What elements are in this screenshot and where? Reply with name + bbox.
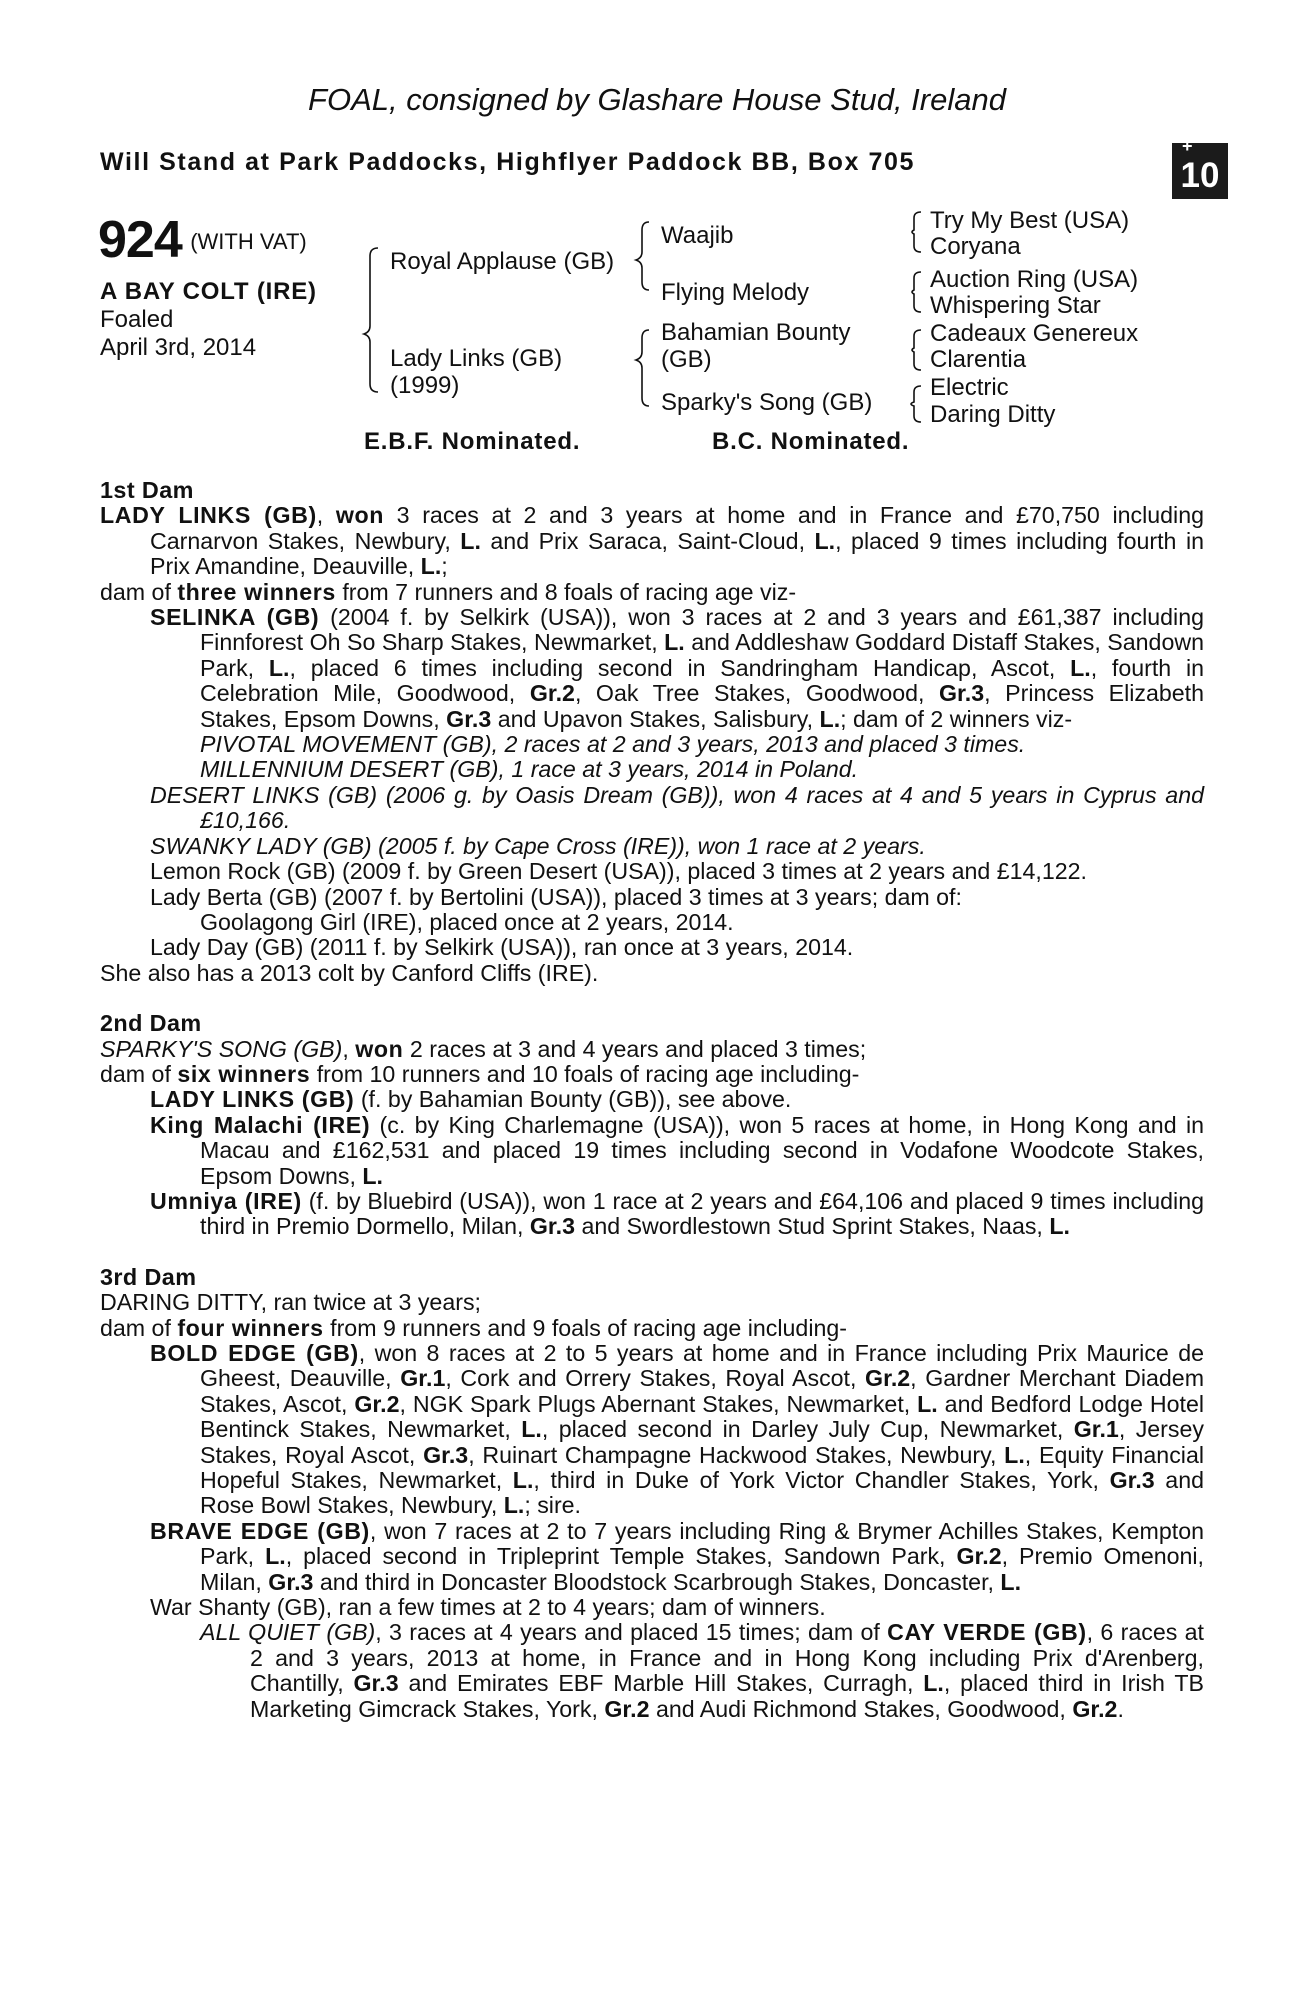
dam-sire-line2: (GB) bbox=[661, 346, 712, 373]
produce-war-shanty: War Shanty (GB), ran a few times at 2 to 4 years; dam of winners. bbox=[150, 1594, 826, 1621]
bracket-sire bbox=[636, 222, 649, 290]
sire-sire: Waajib bbox=[661, 222, 734, 249]
g3-5: Cadeaux Genereux bbox=[930, 320, 1139, 347]
second-dam-heading: 2nd Dam bbox=[100, 1010, 202, 1037]
bc-nominated: B.C. Nominated. bbox=[712, 428, 910, 455]
first-dam-produce: dam of three winners from 7 runners and 8 foals of racing age viz- bbox=[100, 578, 797, 605]
second-dam-record: SPARKY'S SONG (GB), won 2 races at 3 and 4 years and placed 3 times; bbox=[100, 1035, 867, 1062]
third-dam-heading: 3rd Dam bbox=[100, 1263, 197, 1290]
lot-number: 924 bbox=[98, 211, 182, 269]
sire-dam: Flying Melody bbox=[661, 279, 810, 306]
bracket-g4 bbox=[911, 386, 921, 422]
dam-name-line2: (1999) bbox=[390, 372, 460, 399]
stabling-line: Will Stand at Park Paddocks, Highflyer Paddock BB, Box 705 bbox=[100, 148, 916, 176]
g3-1: Try My Best (USA) bbox=[930, 207, 1130, 234]
pedigree-notes bbox=[100, 478, 1204, 1722]
g3-3: Auction Ring (USA) bbox=[930, 266, 1139, 293]
produce-brave-edge: BRAVE EDGE (GB), won 7 races at 2 to 7 years including Ring & Brymer Achilles Stakes, Kempton Park, L., placed second in Tripleprint Temple Stakes, Sandown Park, Gr.2, Premio Omenoni, Milan, Gr.3 and third in Doncaster Bloodstock Scarbrough Stakes, Doncaster, L. bbox=[150, 1517, 1205, 1595]
first-dam-record: LADY LINKS (GB), won 3 races at 2 and 3 years at home and in France and £70,750 including Carnarvon Stakes, Newbury, L. and Prix Saraca, Saint-Cloud, L., placed 9 times including fourth in Prix Amandine, Deauville, L.; bbox=[100, 502, 1204, 580]
produce-lemon-rock: Lemon Rock (GB) (2009 f. by Green Desert (USA)), placed 3 times at 2 years and £14,122. bbox=[150, 858, 1087, 885]
produce-selinka: SELINKA (GB) (2004 f. by Selkirk (USA)), won 3 races at 2 and 3 years and £61,387 including Finnforest Oh So Sharp Stakes, Newmarket, L. and Addleshaw Goddard Distaff Stakes, Sandown Park, L., placed 6 times including second in Sandringham Handicap, Ascot, L., fourth in Celebration Mile, Goodwood, Gr.2, Oak Tree Stakes, Goodwood, Gr.3, Princess Elizabeth Stakes, Epsom Downs, Gr.3 and Upavon Stakes, Salisbury, L.; dam of 2 winners viz- bbox=[150, 604, 1205, 732]
second-dam-produce: dam of six winners from 10 runners and 10 foals of racing age including- bbox=[100, 1060, 860, 1087]
produce-pivotal-movement: PIVOTAL MOVEMENT (GB), 2 races at 2 and 3 years, 2013 and placed 3 times. bbox=[200, 731, 1026, 758]
produce-goolagong-girl: Goolagong Girl (IRE), placed once at 2 years, 2014. bbox=[200, 908, 734, 935]
sire-name: Royal Applause (GB) bbox=[390, 248, 615, 275]
consignor-line: FOAL, consigned by Glashare House Stud, Ireland bbox=[308, 82, 1006, 117]
g3-4: Whispering Star bbox=[930, 292, 1101, 319]
dam-dam: Sparky's Song (GB) bbox=[661, 389, 873, 416]
bracket-main bbox=[364, 248, 378, 392]
g3-6: Clarentia bbox=[930, 346, 1027, 373]
section-gap bbox=[100, 986, 1204, 1011]
bracket-g1 bbox=[912, 212, 921, 252]
produce-lady-day: Lady Day (GB) (2011 f. by Selkirk (USA)), ran once at 3 years, 2014. bbox=[150, 934, 854, 961]
first-dam-heading: 1st Dam bbox=[100, 477, 194, 503]
bracket-g3 bbox=[912, 330, 921, 370]
badge-number: 10 bbox=[1180, 156, 1220, 195]
produce-all-quiet: ALL QUIET (GB), 3 races at 4 years and placed 15 times; dam of CAY VERDE (GB), 6 races at 2 and 3 years, 2013 at home, in France and in Hong Kong including Prix d'Arenberg, Chantilly, Gr.3 and Emirates EBF Marble Hill Stakes, Curragh, L., placed third in Irish TB Marketing Gimcrack Stakes, York, Gr.2 and Audi Richmond Stakes, Goodwood, Gr.2. bbox=[200, 1619, 1205, 1722]
produce-lady-berta: Lady Berta (GB) (2007 f. by Bertolini (USA)), placed 3 times at 3 years; dam of: bbox=[150, 883, 962, 910]
bracket-g2 bbox=[912, 272, 921, 312]
lot-name: A BAY COLT (IRE) bbox=[100, 278, 317, 305]
produce-bold-edge: BOLD EDGE (GB), won 8 races at 2 to 5 years at home and in France including Prix Maurice de Gheest, Deauville, Gr.1, Cork and Orrery Stakes, Royal Ascot, Gr.2, Gardner Merchant Diadem Stakes, Ascot, Gr.2, NGK Spark Plugs Abernant Stakes, Newmarket, L. and Bedford Lodge Hotel Bentinck Stakes, Newmarket, L., placed second in Darley July Cup, Newmarket, Gr.1, Jersey Stakes, Royal Ascot, Gr.3, Ruinart Champagne Hackwood Stakes, Newbury, L., Equity Financial Hopeful Stakes, Newmarket, L., third in Duke of York Victor Chandler Stakes, York, Gr.3 and Rose Bowl Stakes, Newbury, L.; sire. bbox=[150, 1340, 1205, 1519]
produce-lady-links: LADY LINKS (GB) (f. by Bahamian Bounty (GB)), see above. bbox=[150, 1086, 792, 1113]
produce-swanky-lady: SWANKY LADY (GB) (2005 f. by Cape Cross (IRE)), won 1 race at 2 years. bbox=[150, 832, 926, 859]
g3-7: Electric bbox=[930, 374, 1009, 401]
bracket-dam bbox=[636, 330, 649, 406]
g3-2: Coryana bbox=[930, 233, 1021, 260]
produce-desert-links: DESERT LINKS (GB) (2006 g. by Oasis Dream (GB)), won 4 races at 4 and 5 years in Cyprus and £10,166. bbox=[150, 781, 1204, 834]
third-dam-produce: dam of four winners from 9 runners and 9 foals of racing age including- bbox=[100, 1314, 847, 1341]
ebf-nominated: E.B.F. Nominated. bbox=[364, 428, 581, 455]
third-dam-record: DARING DITTY, ran twice at 3 years; bbox=[100, 1289, 481, 1316]
produce-king-malachi: King Malachi (IRE) (c. by King Charlemagne (USA)), won 5 races at home, in Hong Kong and in Macau and £162,531 and placed 19 times including second in Vodafone Woodcote Stakes, Epsom Downs, L. bbox=[150, 1111, 1204, 1189]
dam-sire-line1: Bahamian Bounty bbox=[661, 319, 851, 346]
produce-millennium-desert: MILLENNIUM DESERT (GB), 1 race at 3 years, 2014 in Poland. bbox=[200, 756, 859, 783]
vat-label: (WITH VAT) bbox=[190, 229, 307, 254]
first-dam-note: She also has a 2013 colt by Canford Cliffs (IRE). bbox=[100, 959, 599, 986]
g3-8: Daring Ditty bbox=[930, 401, 1056, 428]
section-gap bbox=[100, 1240, 1204, 1265]
foaled-date: April 3rd, 2014 bbox=[100, 334, 257, 361]
produce-umniya: Umniya (IRE) (f. by Bluebird (USA)), won 1 race at 2 years and £64,106 and placed 9 times including third in Premio Dormello, Milan, Gr.3 and Swordlestown Stud Sprint Stakes, Naas, L. bbox=[150, 1187, 1204, 1240]
badge-plus: + bbox=[1182, 136, 1193, 156]
foaled-label: Foaled bbox=[100, 306, 174, 333]
dam-name-line1: Lady Links (GB) bbox=[390, 345, 563, 372]
